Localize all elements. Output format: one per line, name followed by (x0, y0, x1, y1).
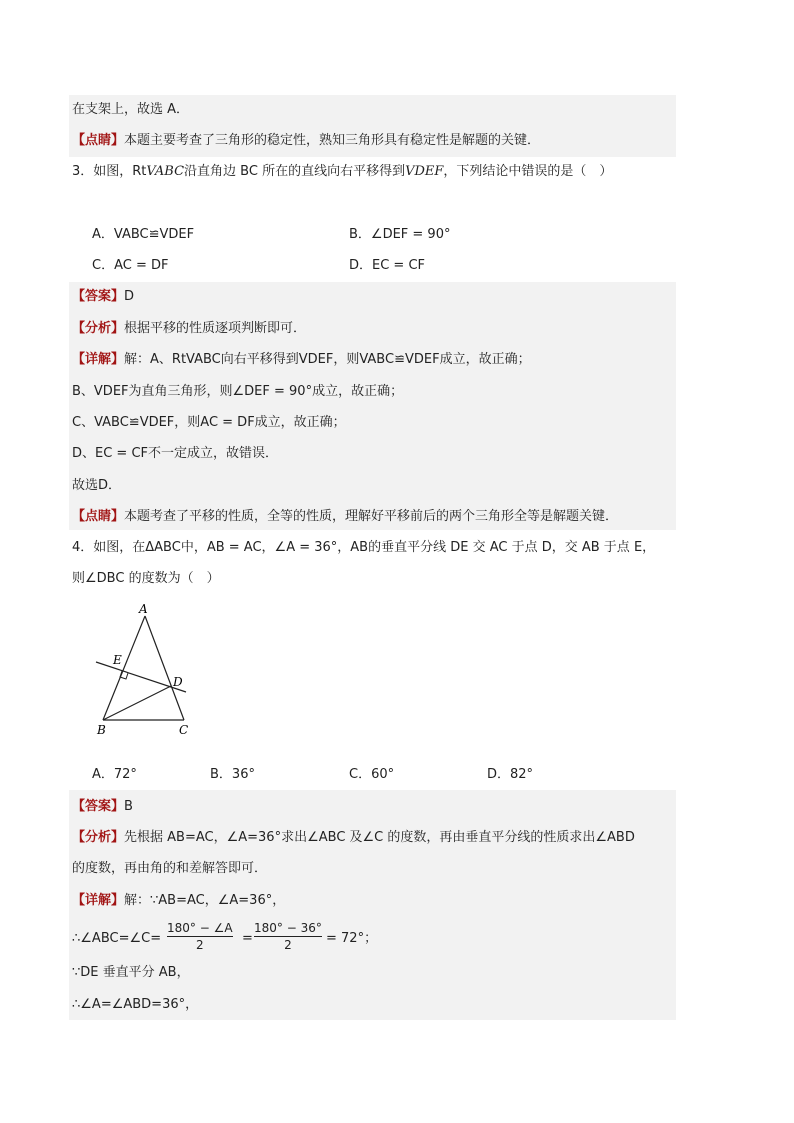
label-e: E (113, 653, 122, 667)
detail-line: 故选D． (72, 478, 122, 493)
q3-detail (72, 351, 531, 369)
side-ab (103, 616, 145, 720)
q4-option-a: A．72° (92, 767, 137, 782)
analysis-tag: 【分析】 (72, 321, 125, 336)
analysis-tag: 【分析】 (72, 830, 125, 845)
q4-option-d: D．82° (487, 767, 534, 782)
fraction-numerator: 180° − ∠A (167, 921, 233, 935)
q3-stem-triangle: VABC (146, 164, 185, 179)
detail-line: 解：A、RtVABC向右平移得到VDEF，则VABC≌VDEF成立，故正确； (124, 352, 531, 367)
analysis-text: 根据平移的性质逐项判断即可． (124, 321, 307, 336)
answer-value: B (124, 799, 133, 814)
eq-prefix: ∴∠ABC=∠C= (72, 931, 162, 946)
side-ac (145, 616, 184, 720)
q3-answer (72, 288, 134, 306)
fraction-numeric (254, 921, 322, 952)
label-c: C (179, 723, 189, 737)
q4-detail-line3: ∵DE 垂直平分 AB， (72, 965, 190, 980)
answer-value: D (124, 289, 135, 304)
q4-analysis-line2: 的度数，再由角的和差解答即可． (72, 861, 268, 876)
label-d: D (173, 675, 183, 689)
detail-tag: 【详解】 (72, 352, 125, 367)
q3-option-b: B．∠DEF = 90° (349, 227, 451, 242)
label-b: B (97, 723, 106, 737)
fraction-bar (167, 936, 233, 937)
q3-stem (72, 163, 612, 181)
eq-result: = 72°； (326, 931, 378, 946)
fraction-denominator: 2 (284, 938, 292, 952)
analysis-text: 先根据 AB=AC，∠A=36°求出∠ABC 及∠C 的度数，再由垂直平分线的性质求出∠ABD (124, 830, 635, 845)
q4-answer (72, 798, 133, 816)
q4-detail (72, 892, 285, 910)
detail-line: D、EC = CF不一定成立，故错误． (72, 446, 279, 461)
q3-option-a: A．VABC≌VDEF (92, 227, 195, 242)
fraction-bar (254, 936, 322, 937)
fraction-general (167, 921, 233, 952)
detail-line: 解：∵AB=AC，∠A=36°， (124, 893, 286, 908)
fraction-numerator: 180° − 36° (254, 921, 322, 935)
q4-option-b: B．36° (210, 767, 255, 782)
fraction-denominator: 2 (195, 938, 204, 952)
detail-tag: 【详解】 (72, 893, 125, 908)
detail-line: B、VDEF为直角三角形，则∠DEF = 90°成立，故正确； (72, 384, 404, 399)
q3-option-c: C．AC = DF (92, 258, 169, 273)
q4-stem-line1: 4．如图，在ΔABC中，AB = AC，∠A = 36°，AB的垂直平分线 DE 交 AC 于点 D，交 AB 于点 E， (72, 540, 656, 555)
detail-line: C、VABC≌VDEF，则AC = DF成立，故正确； (72, 415, 346, 430)
q4-stem-line2: 则∠DBC 的度数为（ ） (72, 571, 220, 586)
answer-tag: 【答案】 (72, 289, 125, 304)
q2-dianjing (72, 132, 540, 150)
answer-tag: 【答案】 (72, 799, 125, 814)
q4-option-c: C．60° (349, 767, 395, 782)
q3-stem-part: 3．如图，Rt (72, 164, 147, 179)
q4-analysis (72, 829, 635, 847)
q2-conclusion: 在支架上，故选 A． (72, 102, 190, 117)
q3-dianjing (72, 508, 618, 526)
eq-equals: = (242, 931, 253, 946)
dianjing-tag: 【点睛】 (72, 509, 125, 524)
q3-stem-triangle: VDEF (405, 164, 444, 179)
q3-option-d: D．EC = CF (349, 258, 426, 273)
triangle-figure (88, 600, 208, 745)
dianjing-text: 本题考查了平移的性质，全等的性质，理解好平移前后的两个三角形全等是解题关键． (124, 509, 619, 524)
dianjing-tag: 【点睛】 (72, 133, 125, 148)
dianjing-text: 本题主要考查了三角形的稳定性，熟知三角形具有稳定性是解题的关键． (124, 133, 541, 148)
q3-stem-part: ，下列结论中错误的是（ ） (443, 164, 613, 179)
q3-analysis (72, 320, 306, 338)
label-a: A (139, 602, 148, 616)
q4-detail-line4: ∴∠A=∠ABD=36°， (72, 997, 199, 1012)
segment-bd (103, 686, 171, 720)
q3-stem-part: 沿直角边 BC 所在的直线向右平移得到 (184, 164, 406, 179)
